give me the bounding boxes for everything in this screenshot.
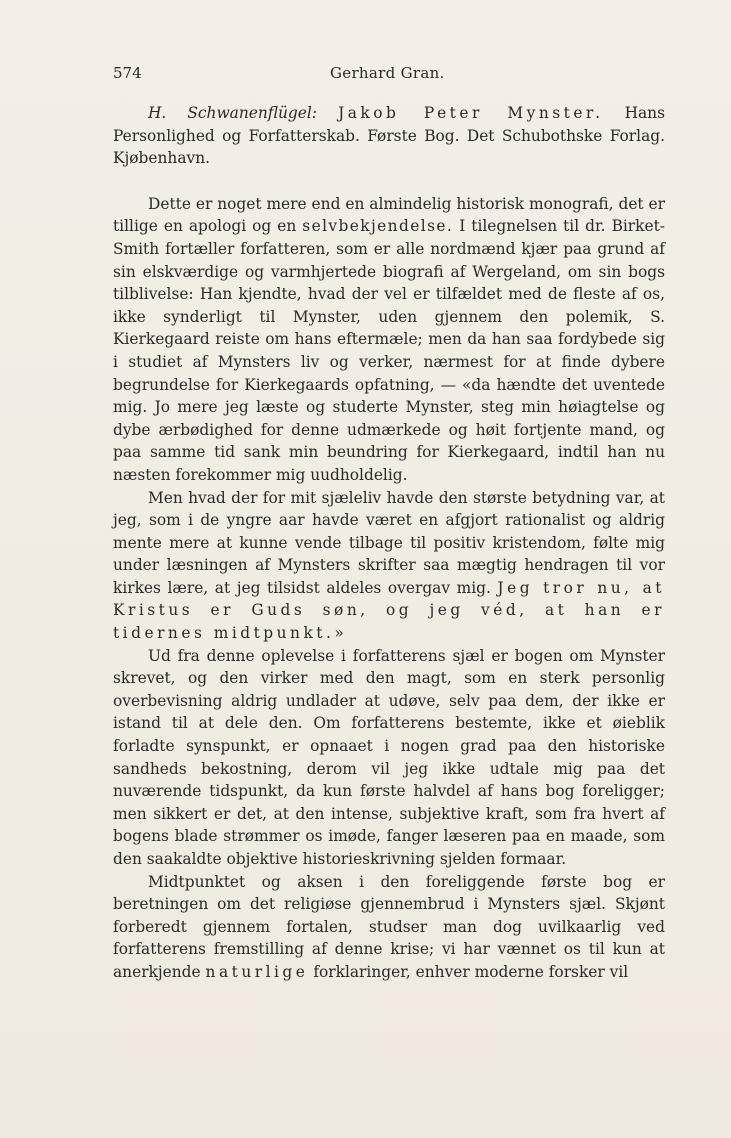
spaced-quote: Jeg tror nu, at Kristus er Guds søn, og jeg véd, at han er tidernes midtpunkt. (113, 578, 665, 643)
running-title: Gerhard Gran. (330, 64, 445, 82)
paragraph-1-text-c: I tilegnelsen til dr. Birket-Smith fortæller forfatteren, som er alle nordmænd kjær paa grund af sin elskværdige og varmhjertede biografi af Wergeland, om sin bogs tilblivelse: Han kjendte, hvad der vel er tilfældet med de fleste af os, ikke synderligt til Mynster, uden gjennem den polemik, S. Kierkegaard reiste om hans eftermæle; men da han saa fordybede sig i studiet af Mynsters liv og verker, nærmest for at finde dybere begrundelse for Kierkegaards opfatning, — «da hændte det uventede mig. Jo mere jeg læste og studerte Mynster, steg min høiagtelse og dybe ærbødighed for denne udmærkede og høit fortjente mand, og paa samme tid sank min beundring for Kierkegaard, indtil han nu næsten forekommer mig uudholdelig. (113, 217, 665, 484)
entry-subject: Jakob Peter Mynster. (338, 104, 604, 122)
entry-author-name: Schwanenflügel: (187, 104, 317, 122)
page-header (113, 64, 665, 86)
entry-details: Hans Personlighed og Forfatterskab. Første Bog. Det Schubothske Forlag. Kjøbenhavn. (113, 104, 665, 168)
paragraph-1-text-a: Dette er noget mere end en almindelig historisk monografi, det er tillige en apologi og en (113, 194, 665, 236)
closing-guillemet: » (334, 624, 344, 643)
body-text (113, 102, 665, 984)
paragraph-4-text-a: Midtpunktet og aksen i den foreliggende første bog er beretningen om det religiøse gjennembrud i Mynsters sjæl. Skjønt forberedt gjennem fortalen, studser man dog uvilkaarlig ved forfatterens fremstilling af denne krise; vi har vænnet os til kun at anerkjende (113, 872, 665, 981)
spaced-selvbekjendelse: selvbekjendelse. (302, 217, 454, 236)
paragraph-2-text-a: Men hvad der for mit sjæleliv havde den største betydning var, at jeg, som i de yngre aar havde været en afgjort rationalist og aldrig mente mere at kunne vende tilbage til positiv kristendom, følte mig under læsningen af Mynsters skrifter saa mægtig hendragen til vor kirkes lære, at jeg tilsidst aldeles overgav mig. (113, 488, 665, 597)
review-entry (113, 102, 665, 170)
spaced-naturlige: naturlige (205, 962, 309, 981)
paragraph-3: Ud fra denne oplevelse i forfatterens sjæl er bogen om Mynster skrevet, og den virker med den magt, som en sterk personlig overbevisning aldrig undlader at udøve, selv paa dem, der ikke er istand til at dele den. Om forfatterens bestemte, ikke et øieblik forladte synspunkt, er opnaaet i nogen grad paa den historiske sandheds bekostning, derom vil jeg ikke udtale mig paa det nuværende tidspunkt, da kun første halvdel af hans bog foreligger; men sikkert er det, at den intense, subjektive kraft, som fra hvert af bogens blade strømmer os imøde, fanger læseren paa en maade, som den saakaldte objektive historieskrivning sjelden formaar. (113, 646, 665, 868)
paragraph-1 (113, 193, 665, 487)
entry-author-initial: H. (148, 104, 167, 122)
paragraph-2 (113, 487, 665, 645)
paragraph-4 (113, 871, 665, 984)
paragraph-4-text-c: forklaringer, enhver moderne forsker vil (313, 962, 629, 981)
page-number: 574 (113, 64, 142, 82)
